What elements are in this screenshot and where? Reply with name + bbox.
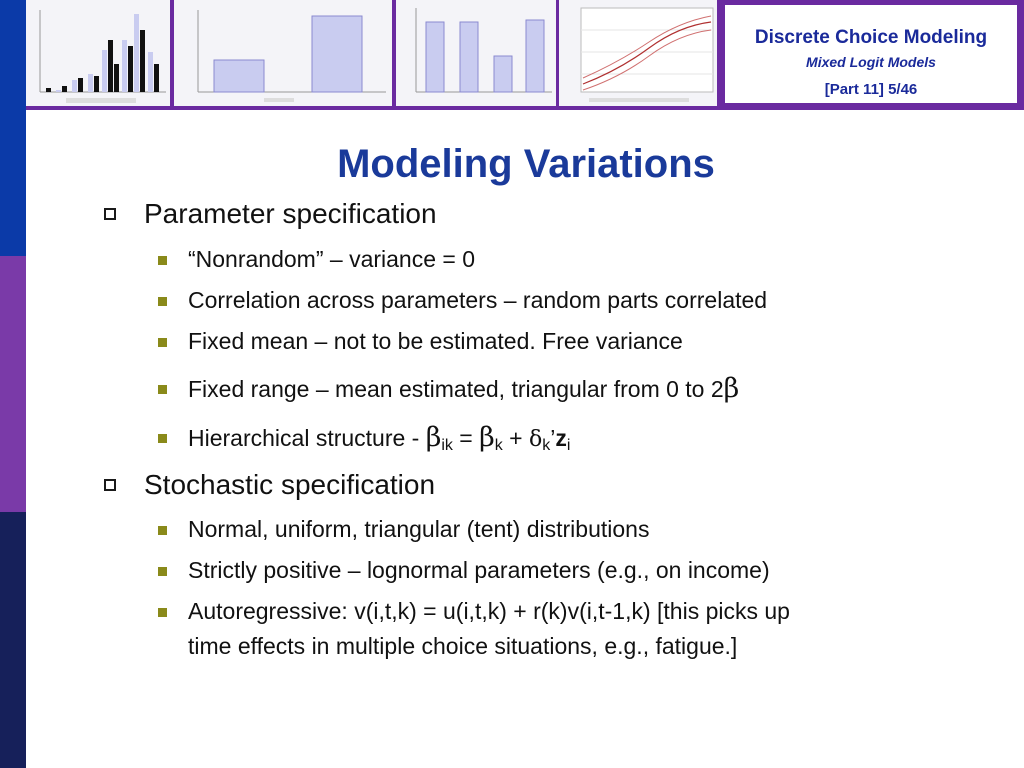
list-item: Normal, uniform, triangular (tent) distributions bbox=[188, 516, 650, 542]
beta-symbol: β bbox=[479, 422, 495, 453]
subscript-ik: ik bbox=[441, 437, 453, 454]
list-item-continuation: time effects in multiple choice situations, e.g., fatigue.] bbox=[188, 633, 738, 659]
section-heading-stochastic: Stochastic specification bbox=[144, 469, 436, 500]
list-item-text: Fixed range – mean estimated, triangular from 0 to 2 bbox=[188, 376, 724, 402]
list-item-hierarchical bbox=[188, 422, 570, 455]
bullet-square-small-icon bbox=[158, 385, 167, 394]
histogram-thumbnail bbox=[26, 0, 172, 106]
beta-symbol: β bbox=[723, 373, 740, 404]
list-item: Autoregressive: v(i,t,k) = u(i,t,k) + r(k)v(i,t-1,k) [this picks up bbox=[188, 598, 790, 624]
list-item: “Nonrandom” – variance = 0 bbox=[188, 246, 476, 272]
subscript-k: k bbox=[542, 437, 551, 454]
equals-sign: = bbox=[452, 425, 480, 451]
section-heading-parameter: Parameter specification bbox=[144, 198, 437, 229]
course-subtitle: Mixed Logit Models bbox=[806, 54, 936, 70]
left-bar-blue bbox=[0, 0, 26, 256]
histogram-graphic bbox=[26, 0, 170, 106]
bullet-square-small-icon bbox=[158, 256, 167, 265]
bar-chart-graphic bbox=[174, 0, 392, 106]
line-plot-thumbnail bbox=[559, 0, 719, 106]
list-item-fixed-range bbox=[188, 373, 739, 404]
bullet-square-small-icon bbox=[158, 297, 167, 306]
delta-symbol: δ bbox=[528, 427, 543, 452]
bar-chart-thumbnail bbox=[174, 0, 394, 106]
list-item: Correlation across parameters – random parts correlated bbox=[188, 287, 768, 313]
bullet-square-icon bbox=[104, 208, 116, 220]
bar-chart-graphic-2 bbox=[396, 0, 556, 106]
course-title-box bbox=[722, 2, 1020, 106]
bullet-square-small-icon bbox=[158, 338, 167, 347]
z-symbol: z bbox=[555, 425, 567, 451]
subscript-k: k bbox=[494, 437, 503, 454]
list-item: Strictly positive – lognormal parameters (e.g., on income) bbox=[188, 557, 770, 583]
list-item-text: Hierarchical structure - bbox=[188, 425, 426, 451]
left-bar-purple bbox=[0, 256, 26, 512]
header-band bbox=[26, 0, 1024, 110]
part-page-indicator: [Part 11] 5/46 bbox=[824, 81, 918, 98]
bullet-square-small-icon bbox=[158, 434, 167, 443]
subscript-i: i bbox=[566, 437, 571, 454]
line-plot-graphic bbox=[559, 0, 717, 106]
course-title: Discrete Choice Modeling bbox=[754, 27, 988, 48]
list-item: Fixed mean – not to be estimated. Free variance bbox=[188, 328, 683, 354]
plus-sign: + bbox=[502, 425, 529, 451]
beta-symbol: β bbox=[425, 422, 442, 453]
bar-chart-thumbnail-2 bbox=[396, 0, 558, 106]
prime-mark: ’ bbox=[550, 425, 556, 451]
bullet-square-small-icon bbox=[158, 567, 167, 576]
slide-title: Modeling Variations bbox=[337, 142, 715, 186]
left-color-bar bbox=[0, 0, 26, 768]
left-bar-navy bbox=[0, 512, 26, 768]
bullet-square-icon bbox=[104, 479, 116, 491]
bullet-square-small-icon bbox=[158, 526, 167, 535]
bullet-square-small-icon bbox=[158, 608, 167, 617]
